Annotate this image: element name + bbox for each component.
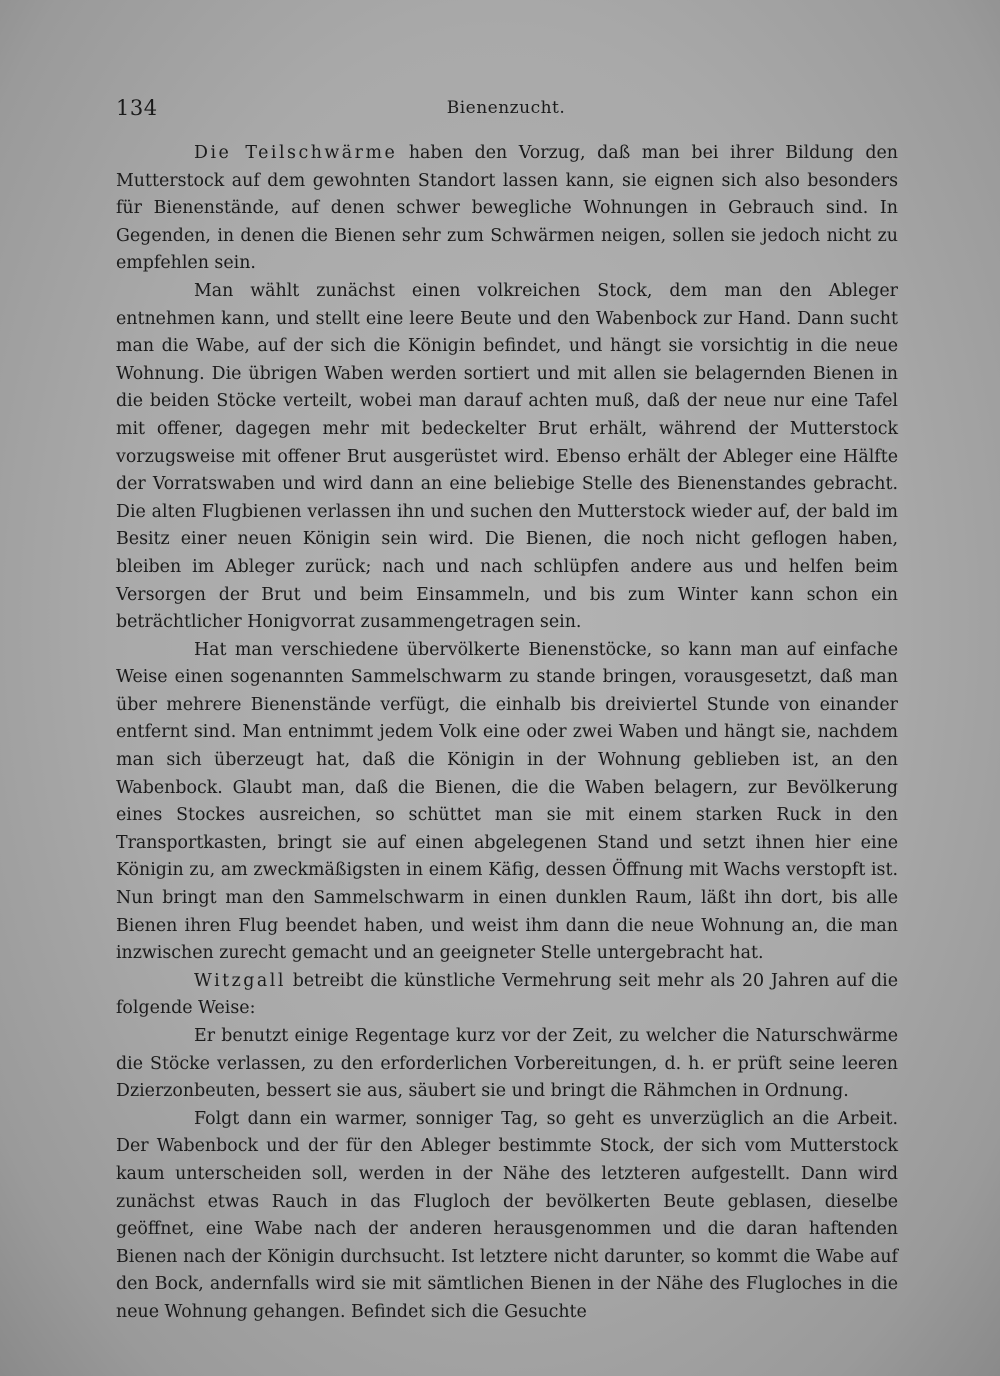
paragraph-4-text: betreibt die künstliche Vermehrung seit mehr als 20 Jahren auf die folgende Weise: (116, 970, 898, 1019)
body-text (116, 140, 898, 1327)
page-header (116, 96, 896, 126)
paragraph-2 (116, 278, 898, 637)
paragraph-3-text: Hat man verschiedene übervölkerte Bienenstöcke, so kann man auf einfache Weise einen sogenannten Sammelschwarm zu stande bringen, vorausgesetzt, daß man über mehrere Bienenstände verfügt, die einhalb bis dreiviertel Stunde von einander entfernt sind. Man entnimmt jedem Volk eine oder zwei Waben und hängt sie, nachdem man sich überzeugt hat, daß die Königin in der Wohnung geblieben ist, an den Wabenbock. Glaubt man, daß die Bienen, die die Waben belagern, zur Bevölkerung eines Stockes ausreichen, so schüttet man sie mit einem starken Ruck in den Transportkasten, bringt sie auf einen abgelegenen Stand und setzt ihnen hier eine Königin zu, am zweckmäßigsten in einem Käfig, dessen Öffnung mit Wachs verstopft ist. Nun bringt man den Sammelschwarm in einen dunklen Raum, läßt ihn dort, bis alle Bienen ihren Flug beendet haben, und weist ihm dann die neue Wohnung an, die man inzwischen zurecht gemacht und an geeigneter Stelle untergebracht hat. (116, 639, 898, 964)
paragraph-4-lead: Witzgall (194, 970, 286, 991)
paragraph-4 (116, 968, 898, 1023)
paragraph-5 (116, 1023, 898, 1106)
paragraph-1-text: haben den Vorzug, daß man bei ihrer Bildung den Mutterstock auf dem gewohnten Standort lassen kann, sie eignen sich also besonders für Bienenstände, auf denen schwer bewegliche Wohnungen in Gebrauch sind. In Gegenden, in denen die Bienen sehr zum Schwärmen neigen, sollen sie jedoch nicht zu empfehlen sein. (116, 143, 899, 274)
paragraph-3 (116, 637, 898, 968)
paragraph-6 (116, 1106, 898, 1327)
paragraph-2-text: Man wählt zunächst einen volkreichen Stock, dem man den Ableger entnehmen kann, und stellt eine leere Beute und den Wabenbock zur Hand. Dann sucht man die Wabe, auf der sich die Königin befindet, und hängt sie vorsichtig in die neue Wohnung. Die übrigen Waben werden sortiert und mit allen sie belagernden Bienen in die beiden Stöcke verteilt, wobei man darauf achten muß, daß der neue nur eine Tafel mit offener, dagegen mehr mit bedeckelter Brut erhält, während der Mutterstock vorzugsweise mit offener Brut ausgerüstet wird. Ebenso erhält der Ableger eine Hälfte der Vorratswaben und wird dann an eine beliebige Stelle des Bienenstandes gebracht. Die alten Flugbienen verlassen ihn und suchen den Mutterstock wieder auf, der bald im Besitz einer neuen Königin sein wird. Die Bienen, die noch nicht geflogen haben, bleiben im Ableger zurück; nach und nach schlüpfen andere aus und helfen beim Versorgen der Brut und beim Einsammeln, und bis zum Winter kann schon ein beträchtlicher Honigvorrat zusammengetragen sein. (116, 280, 898, 633)
page-number: 134 (116, 96, 158, 120)
paragraph-1 (116, 140, 898, 278)
paragraph-5-text: Er benutzt einige Regentage kurz vor der Zeit, zu welcher die Naturschwärme die Stöcke verlassen, zu den erforderlichen Vorbereitungen, d. h. er prüft seine leeren Dzierzonbeuten, bessert sie aus, säubert sie und bringt die Rähmchen in Ordnung. (116, 1026, 898, 1102)
running-head: Bienenzucht. (446, 98, 566, 118)
paragraph-1-lead: Die Teilschwärme (194, 143, 398, 163)
paragraph-6-text: Folgt dann ein warmer, sonniger Tag, so geht es unverzüglich an die Arbeit. Der Wabenbock und der für den Ableger bestimmte Stock, der sich vom Mutterstock kaum unterscheiden soll, werden in der Nähe des letzteren aufgestellt. Dann wird zunächst etwas Rauch in das Flugloch der bevölkerten Beute geblasen, dieselbe geöffnet, eine Wabe nach der anderen herausgenommen und die daran haftenden Bienen nach der Königin durchsucht. Ist letztere nicht darunter, so kommt die Wabe auf den Bock, andernfalls wird sie mit sämtlichen Bienen in der Nähe des Flugloches in die neue Wohnung gehangen. Befindet sich die Gesuchte (116, 1108, 898, 1322)
